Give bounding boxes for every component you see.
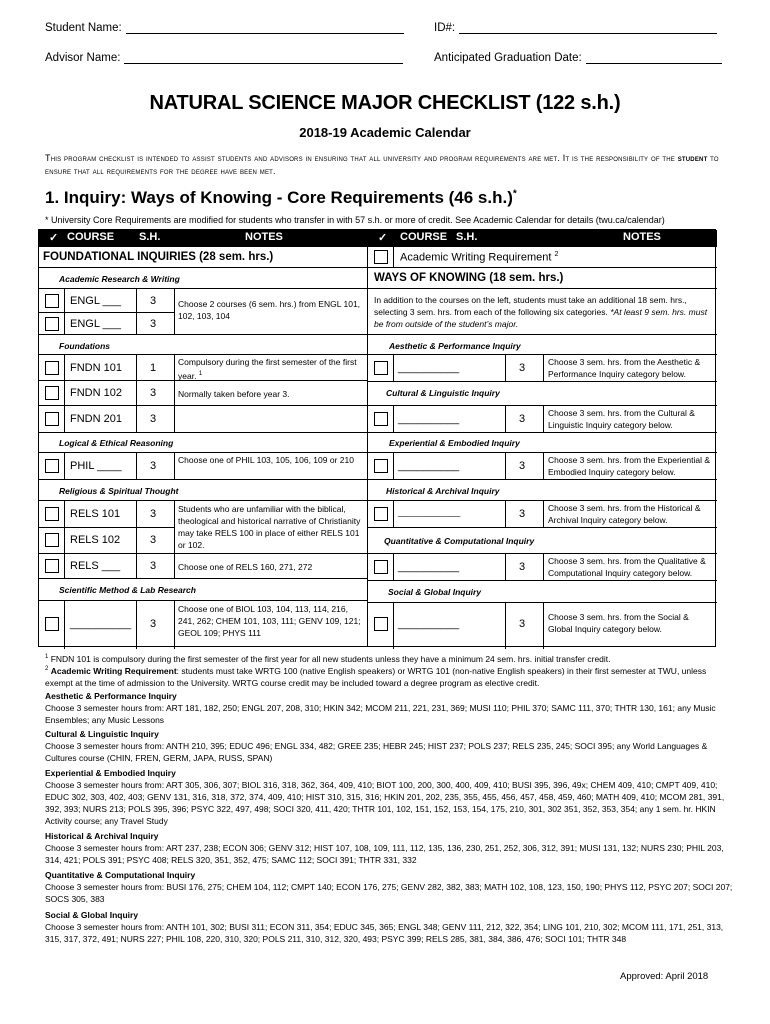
fndn201-row bbox=[39, 405, 367, 432]
logical-category: Logical & Ethical Reasoning bbox=[39, 432, 367, 452]
category-title: Social & Global Inquiry bbox=[45, 910, 139, 920]
engl-1-checkbox[interactable] bbox=[45, 294, 59, 308]
category-block bbox=[45, 728, 735, 764]
left-column bbox=[39, 230, 368, 646]
fndn102-sh: 3 bbox=[150, 387, 157, 399]
check-header-right: ✓ bbox=[378, 232, 388, 244]
rels102-sh: 3 bbox=[150, 534, 157, 546]
sh-header: S.H. bbox=[139, 231, 161, 243]
rels-elective-course: RELS ___ bbox=[70, 560, 121, 572]
id-label: ID#: bbox=[434, 22, 456, 34]
rels-core-group bbox=[39, 500, 367, 553]
section-heading: 1. Inquiry: Ways of Knowing - Core Requirements (46 s.h.)* bbox=[45, 188, 517, 207]
checklist-table bbox=[38, 229, 716, 647]
check-header: ✓ bbox=[49, 232, 59, 244]
aesthetic-category: Aesthetic & Performance Inquiry bbox=[368, 334, 717, 354]
fndn101-sh: 1 bbox=[150, 362, 157, 374]
scientific-category: Scientific Method & Lab Research bbox=[39, 578, 367, 600]
category-courses: Choose 3 semester hours from: ART 181, 182, 250; ENGL 207, 208, 310; HKIN 342; MCOM 211, 221, 231, 369; MUSI 110; PHIL 370; SAMC 111, 370; THTR 130, 161; any Music Ensembles; any Music Lessons bbox=[45, 703, 716, 725]
phil-sh: 3 bbox=[150, 460, 157, 472]
science-checkbox[interactable] bbox=[45, 617, 59, 631]
category-courses: Choose 3 semester hours from: ANTH 101, 302; BUSI 311; ECON 311, 354; EDUC 345, 365; ENGL 348; GENV 111, 212, 322, 354; LING 101, 210, 302; MCOM 111, 171, 251, 313, 315, 317, 372, 491; NURS 227; PHIL 108, 220, 310, 320; POLS 211, 310, 312, 320, 493; PSYC 399; RELS 285, 381, 384, 386, 476; SOCI 101; THTR 348 bbox=[45, 922, 724, 944]
cultural-course: __________ bbox=[398, 413, 460, 425]
engl-note: Choose 2 courses (6 sem. hrs.) from ENGL 101, 102, 103, 104 bbox=[178, 299, 361, 321]
fndn102-course: FNDN 102 bbox=[70, 387, 122, 399]
phil-row bbox=[39, 452, 367, 479]
engl-2-sh: 3 bbox=[150, 318, 157, 330]
science-note: Choose one of BIOL 103, 104, 113, 114, 216, 241, 262; CHEM 101, 103, 111; GENV 109, 121; GEOL 109; PHYS 111 bbox=[178, 604, 361, 638]
advisor-row bbox=[45, 52, 403, 64]
quantitative-note: Choose 3 sem. hrs. from the Qualitative & Computational Inquiry category below. bbox=[548, 556, 706, 578]
ways-of-knowing-header: WAYS OF KNOWING (18 sem. hrs.) bbox=[368, 267, 717, 288]
student-name-label: Student Name: bbox=[45, 22, 122, 34]
category-courses: Choose 3 semester hours from: ANTH 210, 395; EDUC 496; ENGL 334, 482; GREE 235; HEBR 245; HIST 237; POLS 237; RELS 235, 245; SOCI 395; any World Languages & Cultures course (CHIN, FREN, GERM, JAPA, RUSS, SPAN) bbox=[45, 741, 708, 763]
historical-sh: 3 bbox=[519, 508, 526, 520]
social-category: Social & Global Inquiry bbox=[368, 580, 717, 602]
rels-note: Students who are unfamiliar with the biblical, theological and historical narrative of Christianity may take RELS 100 in place of either RELS 101 or 102. bbox=[178, 504, 361, 550]
foundational-header: FOUNDATIONAL INQUIRIES (28 sem. hrs.) bbox=[39, 246, 367, 267]
phil-checkbox[interactable] bbox=[45, 459, 59, 473]
footnote-1: $^1$ FNDN 101 is compulsory during the first semester of the first year for all new students unless they have a minimum 24 sem. hrs. initial transfer credit. bbox=[45, 653, 611, 664]
rels-elective-sh: 3 bbox=[150, 560, 157, 572]
experiential-checkbox[interactable] bbox=[374, 459, 388, 473]
category-title: Historical & Archival Inquiry bbox=[45, 831, 159, 841]
approved-date: Approved: April 2018 bbox=[620, 971, 709, 982]
aesthetic-sh: 3 bbox=[519, 362, 526, 374]
rels-elective-row bbox=[39, 553, 367, 578]
historical-note: Choose 3 sem. hrs. from the Historical & Archival Inquiry category below. bbox=[548, 503, 701, 525]
student-name-row bbox=[45, 22, 404, 34]
historical-course: ______________ bbox=[398, 508, 461, 517]
fndn101-course: FNDN 101 bbox=[70, 362, 122, 374]
foundations-category: Foundations bbox=[39, 334, 367, 354]
quantitative-checkbox[interactable] bbox=[374, 560, 388, 574]
fndn102-row bbox=[39, 380, 367, 405]
category-block bbox=[45, 830, 735, 866]
id-row bbox=[434, 22, 717, 34]
science-row bbox=[39, 600, 367, 648]
category-block bbox=[45, 767, 735, 827]
category-title: Quantitative & Computational Inquiry bbox=[45, 870, 196, 880]
footnote-2: $^2$ Academic Writing Requirement: students must take WRTG 100 (native English speakers) or WRTG 101 (non-native English speakers) in their first semester at TWU, unless exempt at the time of admission to the University. WRTG course credit may be included toward a degree program as elective credit. bbox=[45, 665, 707, 688]
engl-1-course: ENGL ___ bbox=[70, 295, 121, 307]
section-note: * University Core Requirements are modified for students who transfer in with 57 s.h. or more of credit. See Academic Calendar for details (twu.ca/calendar) bbox=[45, 215, 665, 225]
experiential-category: Experiential & Embodied Inquiry bbox=[368, 432, 717, 452]
cultural-checkbox[interactable] bbox=[374, 412, 388, 426]
engl-2-checkbox[interactable] bbox=[45, 317, 59, 331]
engl-2-course: ENGL ___ bbox=[70, 318, 121, 330]
category-block bbox=[45, 690, 735, 726]
category-title: Experiential & Embodied Inquiry bbox=[45, 768, 176, 778]
rels101-checkbox[interactable] bbox=[45, 507, 59, 521]
phil-note: Choose one of PHIL 103, 105, 106, 109 or 210 bbox=[178, 455, 354, 465]
quantitative-sh: 3 bbox=[519, 561, 526, 573]
quantitative-row bbox=[368, 553, 717, 580]
advisor-field[interactable] bbox=[124, 52, 403, 64]
notes-header: NOTES bbox=[245, 231, 283, 243]
course-header: COURSE bbox=[67, 231, 115, 243]
social-row bbox=[368, 602, 717, 648]
phil-course: PHIL ____ bbox=[70, 460, 122, 472]
social-course: __________ bbox=[398, 618, 460, 630]
category-courses: Choose 3 semester hours from: ART 237, 238; ECON 306; GENV 312; HIST 107, 108, 109, 111, 112, 135, 136, 230, 251, 252, 306, 312, 391; MUSI 131, 132; NURS 230; PHIL 203, 314, 421; POLS 391; PSYC 408; RELS 320, 351, 352, 475; SAMC 112; SOCI 391; THTR 331, 332 bbox=[45, 843, 724, 865]
quantitative-category: Quantitative & Computational Inquiry bbox=[368, 527, 717, 553]
writing-requirement-label: Academic Writing Requirement $^2$ bbox=[400, 251, 559, 264]
notes-header-right: NOTES bbox=[623, 231, 661, 243]
writing-requirement-row bbox=[368, 246, 717, 267]
fndn101-note: Compulsory during the first semester of the first year. $^1$ bbox=[178, 357, 357, 381]
category-courses: Choose 3 semester hours from: ART 305, 306, 307; BIOL 316, 318, 362, 364, 409, 410; BIOT 100, 200, 300, 400, 409, 410; BUSI 395, 396, 49x; CHEM 409, 410; CMPT 409, 410; EDUC 302, 303, 402, 403; GENV 131, 316, 318, 372, 374, 409, 410; HIST 310, 315, 316; HKIN 201, 202, 235, 355, 455, 456, 457, 458, 459, 460; MATH 409, 410; MCOM 281, 391, 392, 393; NURS 213; POLS 395, 396; PSYC 322, 497, 498; SOCI 320, 411, 420; THTR 101, 102, 151, 152, 153, 154, 175, 210, 301, 302 351, 352, 353, 354; any 1 sem. hr. HKIN Activity course; any Travel Study bbox=[45, 780, 725, 826]
advisor-label: Advisor Name: bbox=[45, 52, 121, 64]
page-subtitle: 2018-19 Academic Calendar bbox=[299, 125, 471, 140]
social-checkbox[interactable] bbox=[374, 617, 388, 631]
rels-elective-note: Choose one of RELS 160, 271, 272 bbox=[178, 562, 313, 572]
rels102-course: RELS 102 bbox=[70, 534, 121, 546]
category-title: Cultural & Linguistic Inquiry bbox=[45, 729, 159, 739]
grad-date-row bbox=[434, 52, 722, 64]
aesthetic-checkbox[interactable] bbox=[374, 361, 388, 375]
engl-group bbox=[39, 288, 367, 334]
fndn201-sh: 3 bbox=[150, 413, 157, 425]
right-table-header bbox=[368, 230, 717, 246]
cultural-category: Cultural & Linguistic Inquiry bbox=[368, 381, 717, 405]
rels-elective-checkbox[interactable] bbox=[45, 559, 59, 573]
historical-checkbox[interactable] bbox=[374, 507, 388, 521]
historical-category: Historical & Archival Inquiry bbox=[368, 479, 717, 500]
engl-1-sh: 3 bbox=[150, 295, 157, 307]
cultural-note: Choose 3 sem. hrs. from the Cultural & Linguistic Inquiry category below. bbox=[548, 408, 695, 430]
category-title: Aesthetic & Performance Inquiry bbox=[45, 691, 177, 701]
ways-note: In addition to the courses on the left, students must take an additional 18 sem. hrs., selecting 3 sem. hrs. from each of the following six categories. *At least 9 sem. hrs. must be from outside of the student’s major. bbox=[368, 288, 717, 334]
religious-category: Religious & Spiritual Thought bbox=[39, 479, 367, 500]
aesthetic-course: __________ bbox=[398, 362, 460, 374]
grad-date-field[interactable] bbox=[586, 52, 722, 64]
quantitative-course: __________ bbox=[398, 561, 460, 573]
science-course: __________ bbox=[70, 618, 132, 630]
experiential-sh: 3 bbox=[519, 460, 526, 472]
cultural-sh: 3 bbox=[519, 413, 526, 425]
fndn102-checkbox[interactable] bbox=[45, 386, 59, 400]
experiential-row bbox=[368, 452, 717, 479]
student-name-field[interactable] bbox=[126, 22, 404, 34]
category-courses: Choose 3 semester hours from: BUSI 176, 275; CHEM 104, 112; CMPT 140; ECON 176, 275; GENV 282, 382, 383; MATH 102, 108, 123, 150, 190; PHYS 112, PSYC 207; SOCI 207; SOCS 305, 383 bbox=[45, 882, 733, 904]
category-block bbox=[45, 869, 735, 905]
rels102-checkbox[interactable] bbox=[45, 533, 59, 547]
social-sh: 3 bbox=[519, 618, 526, 630]
fndn101-row bbox=[39, 354, 367, 380]
left-table-header bbox=[39, 230, 367, 246]
grad-date-label: Anticipated Graduation Date: bbox=[434, 52, 582, 64]
right-column bbox=[368, 230, 717, 646]
fndn101-checkbox[interactable] bbox=[45, 361, 59, 375]
fndn201-course: FNDN 201 bbox=[70, 413, 122, 425]
science-sh: 3 bbox=[150, 618, 157, 630]
academic-research-category: Academic Research & Writing bbox=[39, 267, 367, 288]
social-note: Choose 3 sem. hrs. from the Social & Global Inquiry category below. bbox=[548, 612, 689, 634]
rels101-sh: 3 bbox=[150, 508, 157, 520]
aesthetic-note: Choose 3 sem. hrs. from the Aesthetic & Performance Inquiry category below. bbox=[548, 357, 701, 379]
cultural-row bbox=[368, 405, 717, 432]
id-field[interactable] bbox=[459, 22, 717, 34]
category-block bbox=[45, 909, 735, 945]
experiential-note: Choose 3 sem. hrs. from the Experiential & Embodied Inquiry category below. bbox=[548, 455, 711, 477]
aesthetic-row bbox=[368, 354, 717, 381]
rels101-course: RELS 101 bbox=[70, 508, 121, 520]
sh-header-right: S.H. bbox=[456, 231, 478, 243]
historical-row bbox=[368, 500, 717, 527]
fndn201-checkbox[interactable] bbox=[45, 412, 59, 426]
page-title: NATURAL SCIENCE MAJOR CHECKLIST (122 s.h.) bbox=[149, 92, 621, 114]
experiential-course: __________ bbox=[398, 460, 460, 472]
intro-text: This program checklist is intended to assist students and advisors in ensuring that all university and program requirements are met. It is the responsibility of the student to ensure that all requirements for the degree have been met. bbox=[45, 153, 719, 176]
writing-requirement-checkbox[interactable] bbox=[374, 250, 388, 264]
course-header-right: COURSE bbox=[400, 231, 448, 243]
fndn102-note: Normally taken before year 3. bbox=[178, 389, 290, 399]
